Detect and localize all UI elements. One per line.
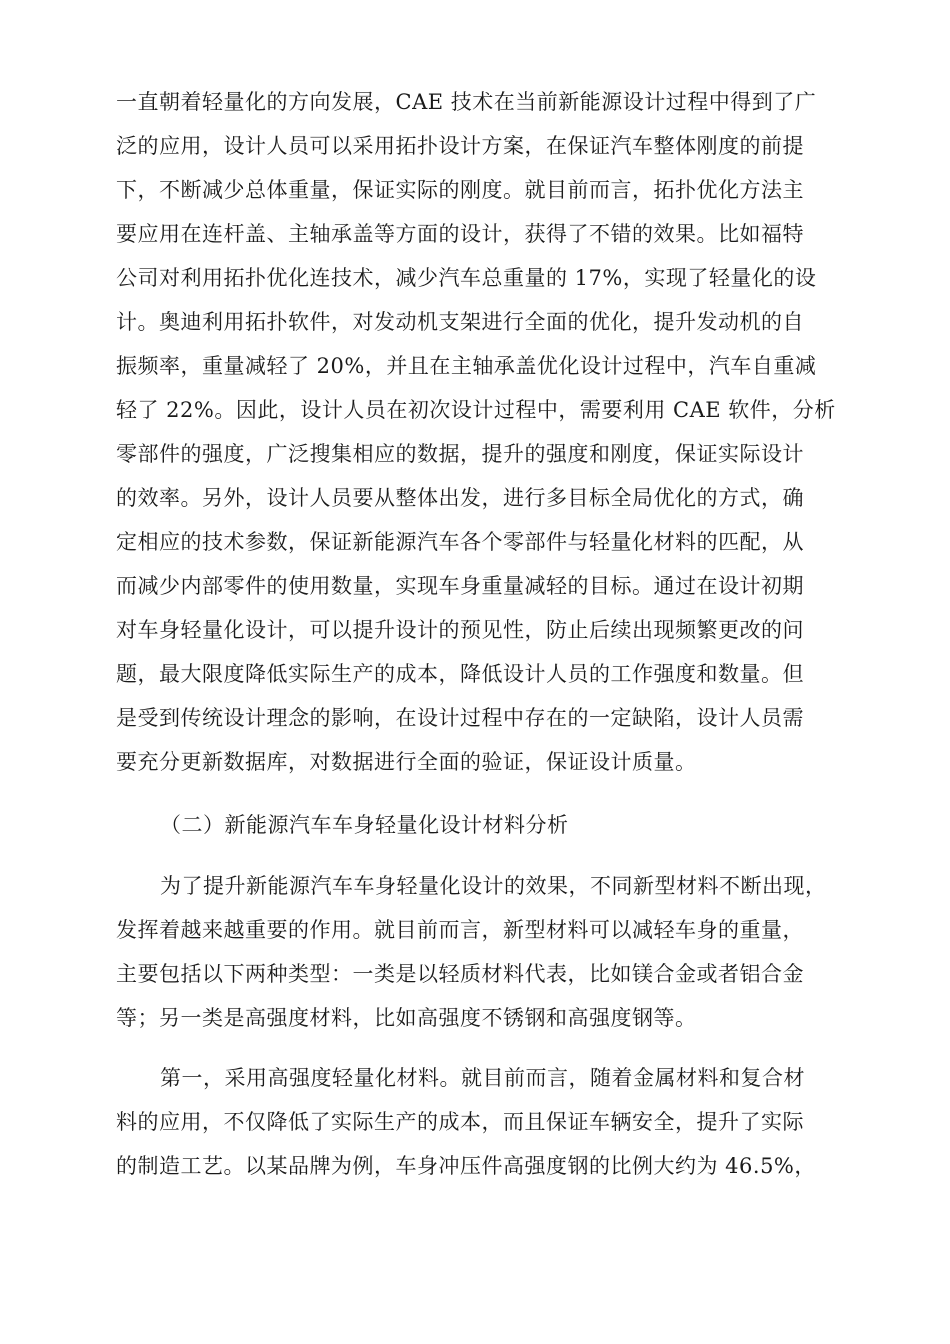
- text-line: 轻了 22%。因此，设计人员在初次设计过程中，需要利用 CAE 软件，分析: [116, 398, 836, 422]
- text-line: 泛的应用，设计人员可以采用拓扑设计方案，在保证汽车整体刚度的前提: [116, 134, 804, 158]
- text-line: 要充分更新数据库，对数据进行全面的验证，保证设计质量。: [116, 750, 697, 774]
- text-line: 为了提升新能源汽车车身轻量化设计的效果，不同新型材料不断出现，: [160, 874, 827, 898]
- text-line: 下，不断减少总体重量，保证实际的刚度。就目前而言，拓扑优化方法主: [116, 178, 804, 202]
- text-line: 定相应的技术参数，保证新能源汽车各个零部件与轻量化材料的匹配，从: [116, 530, 804, 554]
- text-line: 的制造工艺。以某品牌为例，车身冲压件高强度钢的比例大约为 46.5%，: [116, 1154, 816, 1178]
- text-line: 计。奥迪利用拓扑软件，对发动机支架进行全面的优化，提升发动机的自: [116, 310, 804, 334]
- text-line: 对车身轻量化设计，可以提升设计的预见性，防止后续出现频繁更改的问: [116, 618, 804, 642]
- text-line: 振频率，重量减轻了 20%，并且在主轴承盖优化设计过程中，汽车自重减: [116, 354, 817, 378]
- text-line: 而减少内部零件的使用数量，实现车身重量减轻的目标。通过在设计初期: [116, 574, 804, 598]
- text-line: 的效率。另外，设计人员要从整体出发，进行多目标全局优化的方式，确: [116, 486, 804, 510]
- text-line: 要应用在连杆盖、主轴承盖等方面的设计，获得了不错的效果。比如福特: [116, 222, 804, 246]
- text-line: 零部件的强度，广泛搜集相应的数据，提升的强度和刚度，保证实际设计: [116, 442, 804, 466]
- text-line: 等；另一类是高强度材料，比如高强度不锈钢和高强度钢等。: [116, 1006, 697, 1030]
- text-line: 一直朝着轻量化的方向发展，CAE 技术在当前新能源设计过程中得到了广: [116, 90, 817, 114]
- text-line: 题，最大限度降低实际生产的成本，降低设计人员的工作强度和数量。但: [116, 662, 804, 686]
- text-line: 主要包括以下两种类型：一类是以轻质材料代表，比如镁合金或者铝合金: [116, 962, 804, 986]
- text-line: 料的应用，不仅降低了实际生产的成本，而且保证车辆安全，提升了实际: [116, 1110, 804, 1134]
- section-heading: （二）新能源汽车车身轻量化设计材料分析: [160, 813, 569, 837]
- text-line: 第一，采用高强度轻量化材料。就目前而言，随着金属材料和复合材: [160, 1066, 805, 1090]
- text-line: 发挥着越来越重要的作用。就目前而言，新型材料可以减轻车身的重量，: [116, 918, 804, 942]
- text-line: 公司对利用拓扑优化连技术，减少汽车总重量的 17%，实现了轻量化的设: [116, 266, 817, 290]
- text-line: 是受到传统设计理念的影响，在设计过程中存在的一定缺陷，设计人员需: [116, 706, 804, 730]
